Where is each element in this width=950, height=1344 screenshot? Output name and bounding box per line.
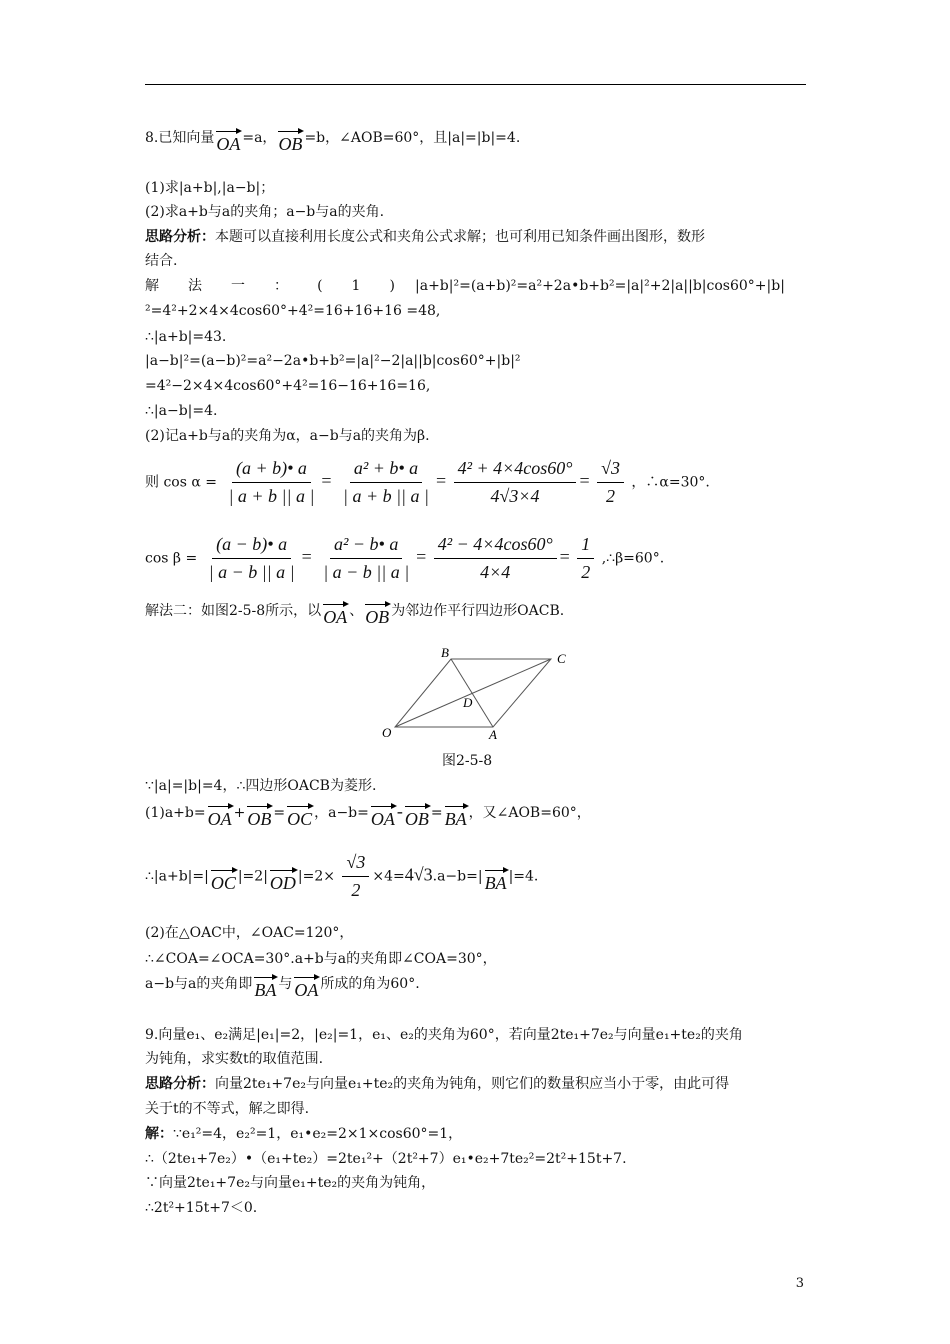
parallelogram-figure (375, 645, 575, 745)
problem-8-statement: 8.已知向量 OA =a， OB =b，∠AOB=60°，且|a|=|b|=4. (145, 130, 521, 154)
page-number: 3 (795, 1276, 804, 1291)
solution-1-line-2: ²=4²+2×4×4cos60°+4²=16+16+16 =48, (145, 303, 441, 319)
solution-1-line-6: ∴|a−b|=4. (145, 403, 218, 419)
solution-1-line-4: |a−b|²=(a−b)²=a²−2a•b+b²=|a|²−2|a||b|cos60°+|b|² (145, 353, 521, 369)
p9-idea-line-1: 思路分析：向量2te₁+7e₂与向量e₁+te₂的夹角为钝角，则它们的数量积应当小于零，由此可得 (145, 1076, 730, 1092)
question-1: (1)求|a+b|,|a−b|； (145, 180, 275, 196)
label-a: A (489, 727, 497, 742)
solution-1-line-1: 解 法 一 ： ( 1 ) |a+b|²=(a+b)²=a²+2a•b+b²=|a|²+2|a||b|cos60°+|b| (145, 278, 785, 294)
solution-1-line-3: ∴|a+b|=43. (145, 329, 227, 345)
p9-solution-line-1: 解：∵e₁²=4，e₂²=1，e₁•e₂=2×1×cos60°=1， (145, 1126, 463, 1142)
solution-2-line-3: ∴|a+b|=| OC |=2| OD |=2× $\frac{√3}{2}$ ×4=4√3.a−b=| BA |=4. (145, 852, 539, 900)
cos-beta-equation: cos β = $\frac{(a - b)• a}{| a - b || a |}$ = $\frac{\text{a² − b• a}}{| a - b || a |}$ = $\frac{\text{4² − 4×4cos60°}}{4\times 4}$ = $\frac{1}{2}$ ,∴β=60°. (145, 534, 665, 582)
label-d: D (463, 695, 473, 710)
solution-2-line-5: ∴∠COA=∠OCA=30°.a+b与a的夹角即∠COA=30°， (145, 951, 497, 967)
header-rule (145, 84, 806, 85)
cos-alpha-equation: 则 cos α = $\frac{(a + b)• a}{| a + b || a |}$ = $\frac{\text{a² + b• a}}{| a + b || a |}$ = $\frac{\text{4² + 4×4cos60°}}{4√3\times 4}$ = $\frac{√3}{2}$ ，∴α=30°. (145, 458, 710, 506)
p9-solution-line-4: ∴2t²+15t+7＜0. (145, 1200, 258, 1216)
idea-line-2: 结合. (145, 253, 178, 269)
diagonal-oc (395, 659, 551, 727)
solution-2-line-2: (1)a+b= OA + OB = OC ，a−b= OA - OB = BA ，又∠AOB=60°， (145, 801, 591, 829)
solution-1-line-5: =4²−2×4×4cos60°+4²=16−16+16=16, (145, 378, 431, 394)
label-c: C (557, 651, 566, 666)
solution-2-line-6: a−b与a的夹角即 BA 与 OA 所成的角为60°. (145, 976, 420, 1000)
p9-idea-line-2: 关于t的不等式，解之即得. (145, 1101, 310, 1117)
label-o: O (382, 725, 392, 740)
solution-2-line-4: (2)在△OAC中，∠OAC=120°， (145, 925, 354, 941)
problem-9-line-2: 为钝角，求实数t的取值范围. (145, 1051, 324, 1067)
p9-solution-line-2: ∴（2te₁+7e₂）•（e₁+te₂）=2te₁²+（2t²+7）e₁•e₂+7te₂²=2t²+15t+7. (145, 1151, 627, 1167)
question-2: (2)求a+b与a的夹角；a−b与a的夹角. (145, 204, 385, 220)
p9-solution-line-3: ∵向量2te₁+7e₂与向量e₁+te₂的夹角为钝角， (145, 1175, 436, 1191)
idea-line-1: 思路分析：本题可以直接利用长度公式和夹角公式求解；也可利用已知条件画出图形，数形 (145, 229, 705, 245)
solution-2-line-1: ∵|a|=|b|=4，∴四边形OACB为菱形. (145, 778, 377, 794)
label-b: B (441, 645, 449, 660)
figure-caption: 图2-5-8 (442, 753, 493, 769)
solution-2-intro: 解法二：如图2-5-8所示，以 OA 、 OB 为邻边作平行四边形OACB. (145, 603, 565, 627)
diagonal-ab (451, 659, 493, 727)
problem-9-line-1: 9.向量e₁、e₂满足|e₁|=2，|e₂|=1，e₁、e₂的夹角为60°，若向量2te₁+7e₂与向量e₁+te₂的夹角 (145, 1027, 743, 1043)
solution-1-line-7: (2)记a+b与a的夹角为α，a−b与a的夹角为β. (145, 428, 430, 444)
